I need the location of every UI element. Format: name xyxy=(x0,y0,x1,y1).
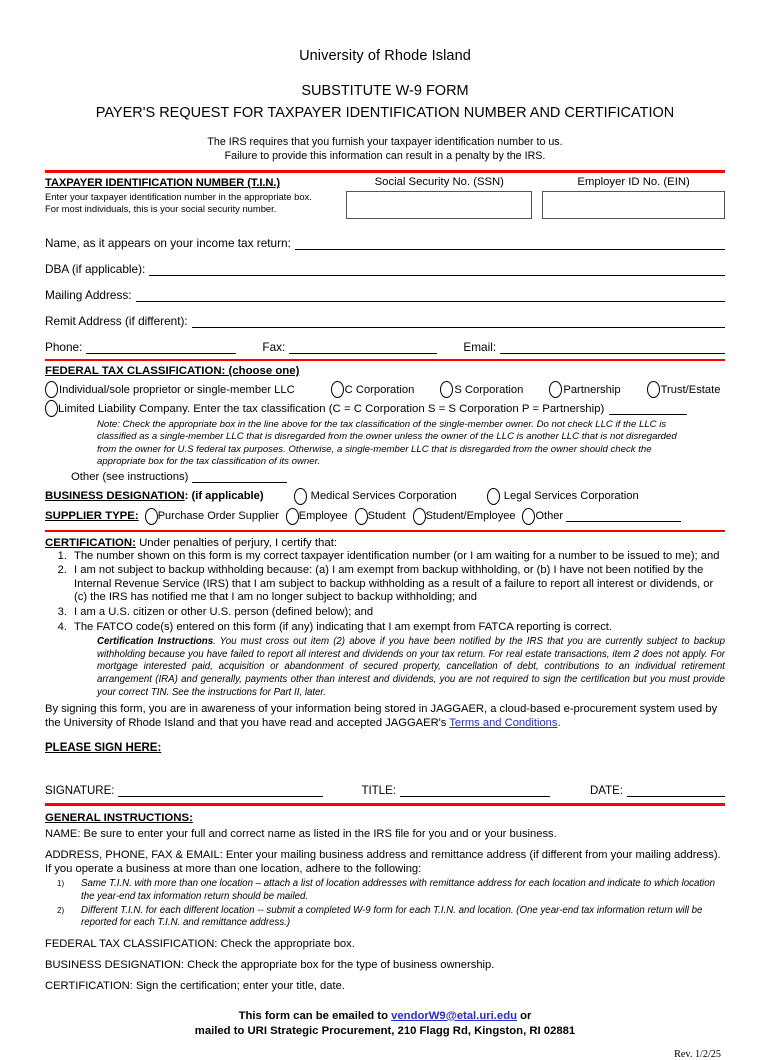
sub-item-number: 2) xyxy=(57,905,65,915)
label-legal-services-corporation: Legal Services Corporation xyxy=(503,490,639,503)
other-classification-row xyxy=(71,471,725,483)
footer-email-line xyxy=(45,1009,725,1024)
fax-input[interactable] xyxy=(289,342,437,354)
label-limited-liability-company: Limited Liability Company. Enter the tax classification (C = C Corporation S = S Corporation P = Partnership) xyxy=(58,402,605,415)
certification-header xyxy=(45,537,725,549)
please-sign-here-label: PLEASE SIGN HERE: xyxy=(45,742,162,755)
ssn-label: Social Security No. (SSN) xyxy=(374,176,504,188)
mailing-address-field-row xyxy=(45,288,725,302)
signature-label: SIGNATURE: xyxy=(45,785,115,798)
title-input[interactable] xyxy=(400,784,550,797)
certification-item-number: 2. xyxy=(57,564,67,577)
business-designation-suffix: : (if applicable) xyxy=(184,490,264,503)
certification-item xyxy=(45,606,725,620)
general-instructions-certification: CERTIFICATION: Sign the certification; enter your title, date. xyxy=(45,979,345,992)
radio-medical-services-corporation[interactable] xyxy=(294,488,307,505)
dba-label: DBA (if applicable): xyxy=(45,262,146,276)
irs-notice-line2: Failure to provide this information can result in a penalty by the IRS. xyxy=(224,150,546,162)
business-designation-title: BUSINESS DESIGNATION xyxy=(45,490,185,503)
general-instructions-name: NAME: Be sure to enter your full and correct name as listed in the IRS file for you and or your business. xyxy=(45,828,557,841)
certification-item-number: 4. xyxy=(57,620,67,633)
radio-partnership[interactable] xyxy=(549,381,562,398)
radio-individual-sole-proprietor[interactable] xyxy=(45,381,58,398)
ein-field-group xyxy=(542,176,725,219)
tin-description-line1: Enter your taxpayer identification number in the appropriate box. xyxy=(45,191,312,202)
vendor-email-link[interactable]: vendorW9@etal.uri.edu xyxy=(391,1009,517,1022)
certification-items xyxy=(45,550,725,635)
remit-address-input[interactable] xyxy=(192,316,725,328)
label-partnership: Partnership xyxy=(563,383,621,396)
other-classification-input[interactable] xyxy=(192,471,287,483)
radio-student-employee[interactable] xyxy=(413,508,426,525)
label-student-employee: Student/Employee xyxy=(425,510,516,523)
radio-trust-estate[interactable] xyxy=(647,381,660,398)
certification-item-text: The number shown on this form is my correct taxpayer identification number (or I am waiting for a number to be issued to me); and xyxy=(74,549,720,562)
jaggaer-consent xyxy=(45,702,725,730)
footer-email-prefix: This form can be emailed to xyxy=(238,1009,392,1022)
label-employee: Employee xyxy=(298,510,348,523)
certification-instructions-title: Certification Instructions xyxy=(97,636,214,648)
divider-red-signature xyxy=(45,803,725,806)
label-supplier-other: Other xyxy=(535,510,563,523)
sub-item-text: Same T.I.N. with more than one location – attach a list of location addresses with remittance address for each location and indicate to which location the year-end tax information return should be mailed. xyxy=(81,878,715,902)
llc-note: Note: Check the appropriate box in the line above for the tax classification of the single-member owner. Do not check LLC if the LLC is classified as a single-member LLC that is disregarded from the owner unless the owner of the LLC is another LLC that is not disregarded from the owner for U.S federal tax purposes. Otherwise, a single-member LLC that is disregarded from the owner should check the appropriate box for the tax classification of its owner. xyxy=(97,419,677,468)
jaggaer-consent-period: . xyxy=(557,717,561,730)
certification-instructions-text: . You must cross out item (2) above if you have been notified by the IRS that you are currently subject to backup withholding because you have failed to report all interest and dividends on your tax return. For real estate transactions, item 2 does not apply. For mortgage interested paid, acquisition or abandonment of secured property, cancellation of debt, contributions to an individual retirement arrangement (IRA) and generally, payments other than interest and dividends, you are not required to sign the certification but you must provide your correct TIN. See the instructions for Part II, later. xyxy=(97,636,725,698)
certification-instructions xyxy=(97,636,725,699)
federal-tax-classification-header: FEDERAL TAX CLASSIFICATION: (choose one) xyxy=(45,365,300,377)
supplier-other-input[interactable] xyxy=(566,510,681,522)
remit-address-label: Remit Address (if different): xyxy=(45,314,188,328)
mailing-address-label: Mailing Address: xyxy=(45,288,132,302)
form-subtitle: PAYER'S REQUEST FOR TAXPAYER IDENTIFICATION NUMBER AND CERTIFICATION xyxy=(95,105,675,121)
phone-label: Phone: xyxy=(45,340,83,354)
date-input[interactable] xyxy=(627,784,725,797)
general-instructions-address xyxy=(45,848,725,876)
fax-label: Fax: xyxy=(262,340,286,354)
certification-item-text: I am not subject to backup withholding because: (a) I am exempt from backup withholding, or (b) I have not been notified by the Internal Revenue Service (IRS) that I am subject to backup withholding as a result of a failure to report all interest or dividends, or (c) the IRS has notified me that I am no longer subject to backup withholding; and xyxy=(74,564,714,604)
dba-input[interactable] xyxy=(149,264,725,276)
radio-supplier-other[interactable] xyxy=(522,508,535,525)
sub-item-number: 1) xyxy=(57,879,65,889)
phone-input[interactable] xyxy=(86,342,236,354)
radio-limited-liability-company[interactable] xyxy=(45,400,58,417)
ein-label: Employer ID No. (EIN) xyxy=(577,176,690,188)
divider-red-fields xyxy=(45,359,725,361)
llc-option-row xyxy=(45,400,725,417)
general-instructions-address-line1: ADDRESS, PHONE, FAX & EMAIL: Enter your mailing business address and remittance address (if different from your mailing address). xyxy=(45,849,721,862)
ssn-field-group xyxy=(346,176,532,219)
name-label: Name, as it appears on your income tax return: xyxy=(45,236,291,250)
general-instructions-address-line2: If you operate a business at more than one location, adhere to the following: xyxy=(45,863,422,876)
tin-title: TAXPAYER IDENTIFICATION NUMBER (T.I.N.) xyxy=(45,177,280,189)
revision-date: Rev. 1/2/25 xyxy=(674,1048,721,1060)
sub-item-text: Different T.I.N. for each different location -- submit a completed W-9 form for each T.I.N. and location. (One year-end tax information return will be reported for each T.I.N. and remittance address.) xyxy=(81,904,703,929)
general-instructions-federal-tax: FEDERAL TAX CLASSIFICATION: Check the appropriate box. xyxy=(45,937,355,950)
certification-item-number: 1. xyxy=(57,549,67,562)
general-instructions-sub-items xyxy=(45,878,725,930)
signature-row xyxy=(45,784,725,797)
label-individual-sole-proprietor: Individual/sole proprietor or single-member LLC xyxy=(59,383,295,396)
dba-field-row xyxy=(45,262,725,276)
footer-mail-line: mailed to URI Strategic Procurement, 210 Flagg Rd, Kingston, RI 02881 xyxy=(194,1024,576,1037)
label-s-corporation: S Corporation xyxy=(454,383,524,396)
email-input[interactable] xyxy=(500,342,725,354)
certification-item xyxy=(45,621,725,635)
business-designation-row xyxy=(45,488,725,505)
ein-input[interactable] xyxy=(542,191,725,219)
ssn-input[interactable] xyxy=(346,191,532,219)
tin-description xyxy=(45,191,346,214)
label-c-corporation: C Corporation xyxy=(344,383,415,396)
radio-student[interactable] xyxy=(355,508,368,525)
name-field-row xyxy=(45,236,725,250)
llc-classification-input[interactable] xyxy=(609,403,687,415)
radio-s-corporation[interactable] xyxy=(440,381,453,398)
divider-red-top xyxy=(45,170,725,173)
jaggaer-consent-text: By signing this form, you are in awareness of your information being stored in JAGGAER, a cloud-based e-procurement system used by the University of Rhode Island and that you have read and accepted JAGGAER's xyxy=(45,703,718,730)
date-label: DATE: xyxy=(589,785,623,798)
certification-item xyxy=(45,550,725,564)
certification-item-text: The FATCO code(s) entered on this form (if any) indicating that I am exempt from FATCA reporting is correct. xyxy=(74,620,613,633)
certification-item xyxy=(45,564,725,605)
name-input[interactable] xyxy=(295,238,725,250)
certification-header-bold: CERTIFICATION: xyxy=(45,536,136,549)
form-title: SUBSTITUTE W-9 FORM xyxy=(301,83,469,99)
contact-field-row xyxy=(45,340,725,354)
certification-header-rest: Under penalties of perjury, I certify that: xyxy=(135,536,338,549)
general-instructions-business-designation: BUSINESS DESIGNATION: Check the appropriate box for the type of business ownership. xyxy=(45,958,495,971)
certification-item-text: I am a U.S. citizen or other U.S. person (defined below); and xyxy=(74,606,374,618)
tin-description-block xyxy=(45,176,346,214)
tin-description-line2: For most individuals, this is your social security number. xyxy=(45,202,277,214)
divider-red-supplier xyxy=(45,530,725,532)
remit-address-field-row xyxy=(45,314,725,328)
label-purchase-order-supplier: Purchase Order Supplier xyxy=(157,510,279,523)
label-trust-estate: Trust/Estate xyxy=(660,383,721,396)
irs-notice-line1: The IRS requires that you furnish your taxpayer identification number to us. xyxy=(207,136,563,148)
email-label: Email: xyxy=(463,340,497,354)
federal-tax-options-row xyxy=(45,381,725,398)
supplier-type-title: SUPPLIER TYPE: xyxy=(45,510,139,523)
terms-and-conditions-link[interactable]: Terms and Conditions xyxy=(449,717,558,730)
university-name: University of Rhode Island xyxy=(299,48,471,64)
label-student: Student xyxy=(367,510,406,523)
radio-purchase-order-supplier[interactable] xyxy=(145,508,158,525)
irs-notice xyxy=(45,135,725,163)
label-other-see-instructions: Other (see instructions) xyxy=(71,470,189,483)
radio-legal-services-corporation[interactable] xyxy=(487,488,500,505)
signature-input[interactable] xyxy=(118,784,323,797)
certification-item-number: 3. xyxy=(57,606,67,618)
general-instructions-sub-item xyxy=(45,905,725,930)
tin-section xyxy=(45,176,725,224)
radio-c-corporation[interactable] xyxy=(331,381,344,398)
label-medical-services-corporation: Medical Services Corporation xyxy=(310,490,457,503)
radio-employee[interactable] xyxy=(286,508,299,525)
general-instructions-header: GENERAL INSTRUCTIONS: xyxy=(45,812,193,825)
general-instructions-sub-item xyxy=(45,878,725,903)
mailing-address-input[interactable] xyxy=(136,290,725,302)
supplier-type-row xyxy=(45,508,725,525)
title-label: TITLE: xyxy=(361,785,396,798)
footer-email-suffix: or xyxy=(517,1009,532,1022)
